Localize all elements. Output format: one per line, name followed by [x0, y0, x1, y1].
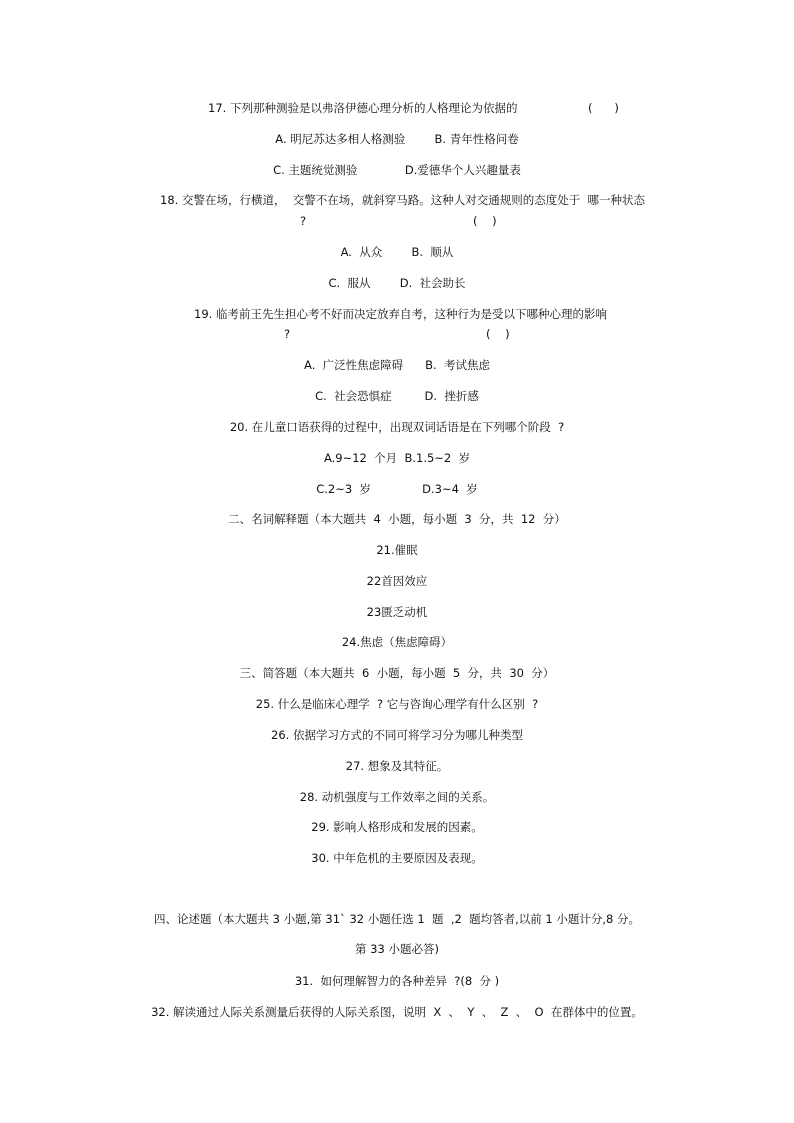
q19-options-ab: A. 广泛性焦虑障碍 B. 考试焦虑 [304, 358, 490, 372]
section3-item: 26. 依据学习方式的不同可将学习分为哪儿种类型 [271, 728, 523, 742]
q18-question-mark: ? [300, 214, 307, 228]
q20-options-cd: C.2~3 岁 D.3~4 岁 [316, 482, 478, 496]
q18-stem: 18. 交警在场，行横道， 交警不在场，就斜穿马路。这种人对交通规则的态度处于 哪一种状态 [160, 193, 646, 207]
section2-item: 23匮乏动机 [366, 605, 428, 619]
q17-options-ab: A. 明尼苏达多相人格测验 B. 青年性格问卷 [275, 132, 519, 146]
q18-options-cd: C. 服从 D. 社会助长 [328, 276, 466, 290]
q18-answer-bracket: ( ) [473, 214, 497, 228]
q19-stem: 19. 临考前王先生担心考不好而决定放弃自考，这种行为是受以下哪种心理的影响 [194, 307, 607, 321]
q19-question-mark: ? [284, 327, 291, 341]
q18-options-ab: A. 从众 B. 顺从 [340, 245, 454, 259]
q20-options-ab: A.9~12 个月 B.1.5~2 岁 [323, 451, 471, 465]
section4-item: 31. 如何理解智力的各种差异 ?(8 分 ) [294, 974, 500, 988]
q17-stem: 17. 下列那种测验是以弗洛伊德心理分析的人格理论为依据的 [208, 101, 518, 115]
section3-item: 27. 想象及其特征。 [345, 759, 449, 773]
section4-heading-continued: 第 33 小题必答) [355, 942, 439, 956]
q19-options-cd: C. 社会恐惧症 D. 挫折感 [315, 389, 479, 403]
section3-item: 28. 动机强度与工作效率之间的关系。 [299, 790, 495, 804]
section2-item: 21.催眠 [376, 543, 418, 557]
q19-answer-bracket: ( ) [486, 327, 510, 341]
section3-item: 30. 中年危机的主要原因及表现。 [311, 851, 483, 865]
section2-item: 24.焦虑（焦虑障碍） [341, 635, 453, 649]
section2-heading: 二、名词解释题（本大题共 4 小题，每小题 3 分，共 12 分） [228, 512, 566, 526]
q20-stem: 20. 在儿童口语获得的过程中，出现双词话语是在下列哪个阶段 ? [229, 420, 565, 434]
section4-item: 32. 解读通过人际关系测量后获得的人际关系图，说明 X 、 Y 、 Z 、 O 在群体中的位置。 [151, 1005, 643, 1019]
section4-heading: 四、论述题（本大题共 3 小题,第 31` 32 小题任选 1 题 ,2 题均答者,以前 1 小题计分,8 分。 [153, 912, 641, 926]
q17-options-cd: C. 主题统觉测验 D.爱德华个人兴趣量表 [273, 163, 521, 177]
q17-answer-bracket: ( ) [588, 101, 619, 115]
section3-item: 29. 影响人格形成和发展的因素。 [311, 820, 483, 834]
section2-item: 22首因效应 [366, 574, 428, 588]
section3-heading: 三、简答题（本大题共 6 小题，每小题 5 分，共 30 分） [239, 666, 555, 680]
section3-item: 25. 什么是临床心理学 ? 它与咨询心理学有什么区别 ? [255, 697, 539, 711]
